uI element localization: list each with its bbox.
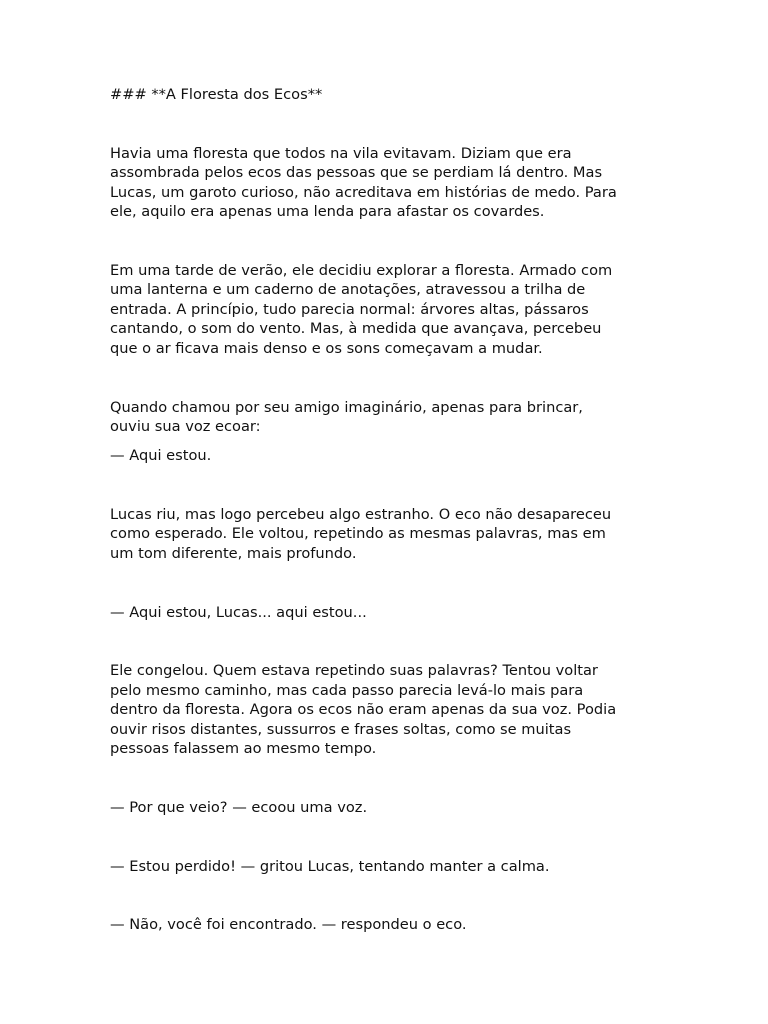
dialogue-line: — Aqui estou.: [110, 447, 212, 464]
paragraph-line: cantando, o som do vento. Mas, à medida que avançava, percebeu: [110, 320, 602, 337]
paragraph-line: ouviu sua voz ecoar:: [110, 418, 261, 435]
paragraph-line: entrada. A princípio, tudo parecia normal: árvores altas, pássaros: [110, 301, 589, 318]
paragraph-line: pelo mesmo caminho, mas cada passo parecia levá-lo mais para: [110, 682, 584, 699]
paragraph-line: Em uma tarde de verão, ele decidiu explorar a floresta. Armado com: [110, 262, 613, 279]
paragraph-line: pessoas falassem ao mesmo tempo.: [110, 740, 377, 757]
dialogue-line: — Aqui estou, Lucas... aqui estou...: [110, 604, 367, 621]
paragraph-line: uma lanterna e um caderno de anotações, atravessou a trilha de: [110, 281, 586, 298]
document-title: ### **A Floresta dos Ecos**: [110, 86, 323, 103]
paragraph-line: Quando chamou por seu amigo imaginário, apenas para brincar,: [110, 399, 583, 416]
paragraph-line: como esperado. Ele voltou, repetindo as mesmas palavras, mas em: [110, 525, 606, 542]
paragraph-line: Ele congelou. Quem estava repetindo suas palavras? Tentou voltar: [110, 662, 598, 679]
paragraph-line: ouvir risos distantes, sussurros e frases soltas, como se muitas: [110, 721, 572, 738]
dialogue-line: — Estou perdido! — gritou Lucas, tentando manter a calma.: [110, 858, 550, 875]
paragraph-line: um tom diferente, mais profundo.: [110, 545, 357, 562]
paragraph-line: Havia uma floresta que todos na vila evitavam. Diziam que era: [110, 145, 572, 162]
paragraph-line: Lucas, um garoto curioso, não acreditava em histórias de medo. Para: [110, 184, 617, 201]
paragraph-line: dentro da floresta. Agora os ecos não eram apenas da sua voz. Podia: [110, 701, 617, 718]
dialogue-line: — Não, você foi encontrado. — respondeu o eco.: [110, 916, 467, 933]
paragraph-line: Lucas riu, mas logo percebeu algo estranho. O eco não desapareceu: [110, 506, 612, 523]
paragraph-line: que o ar ficava mais denso e os sons começavam a mudar.: [110, 340, 543, 357]
paragraph-line: assombrada pelos ecos das pessoas que se perdiam lá dentro. Mas: [110, 164, 603, 181]
paragraph-line: ele, aquilo era apenas uma lenda para afastar os covardes.: [110, 203, 545, 220]
dialogue-line: — Por que veio? — ecoou uma voz.: [110, 799, 368, 816]
